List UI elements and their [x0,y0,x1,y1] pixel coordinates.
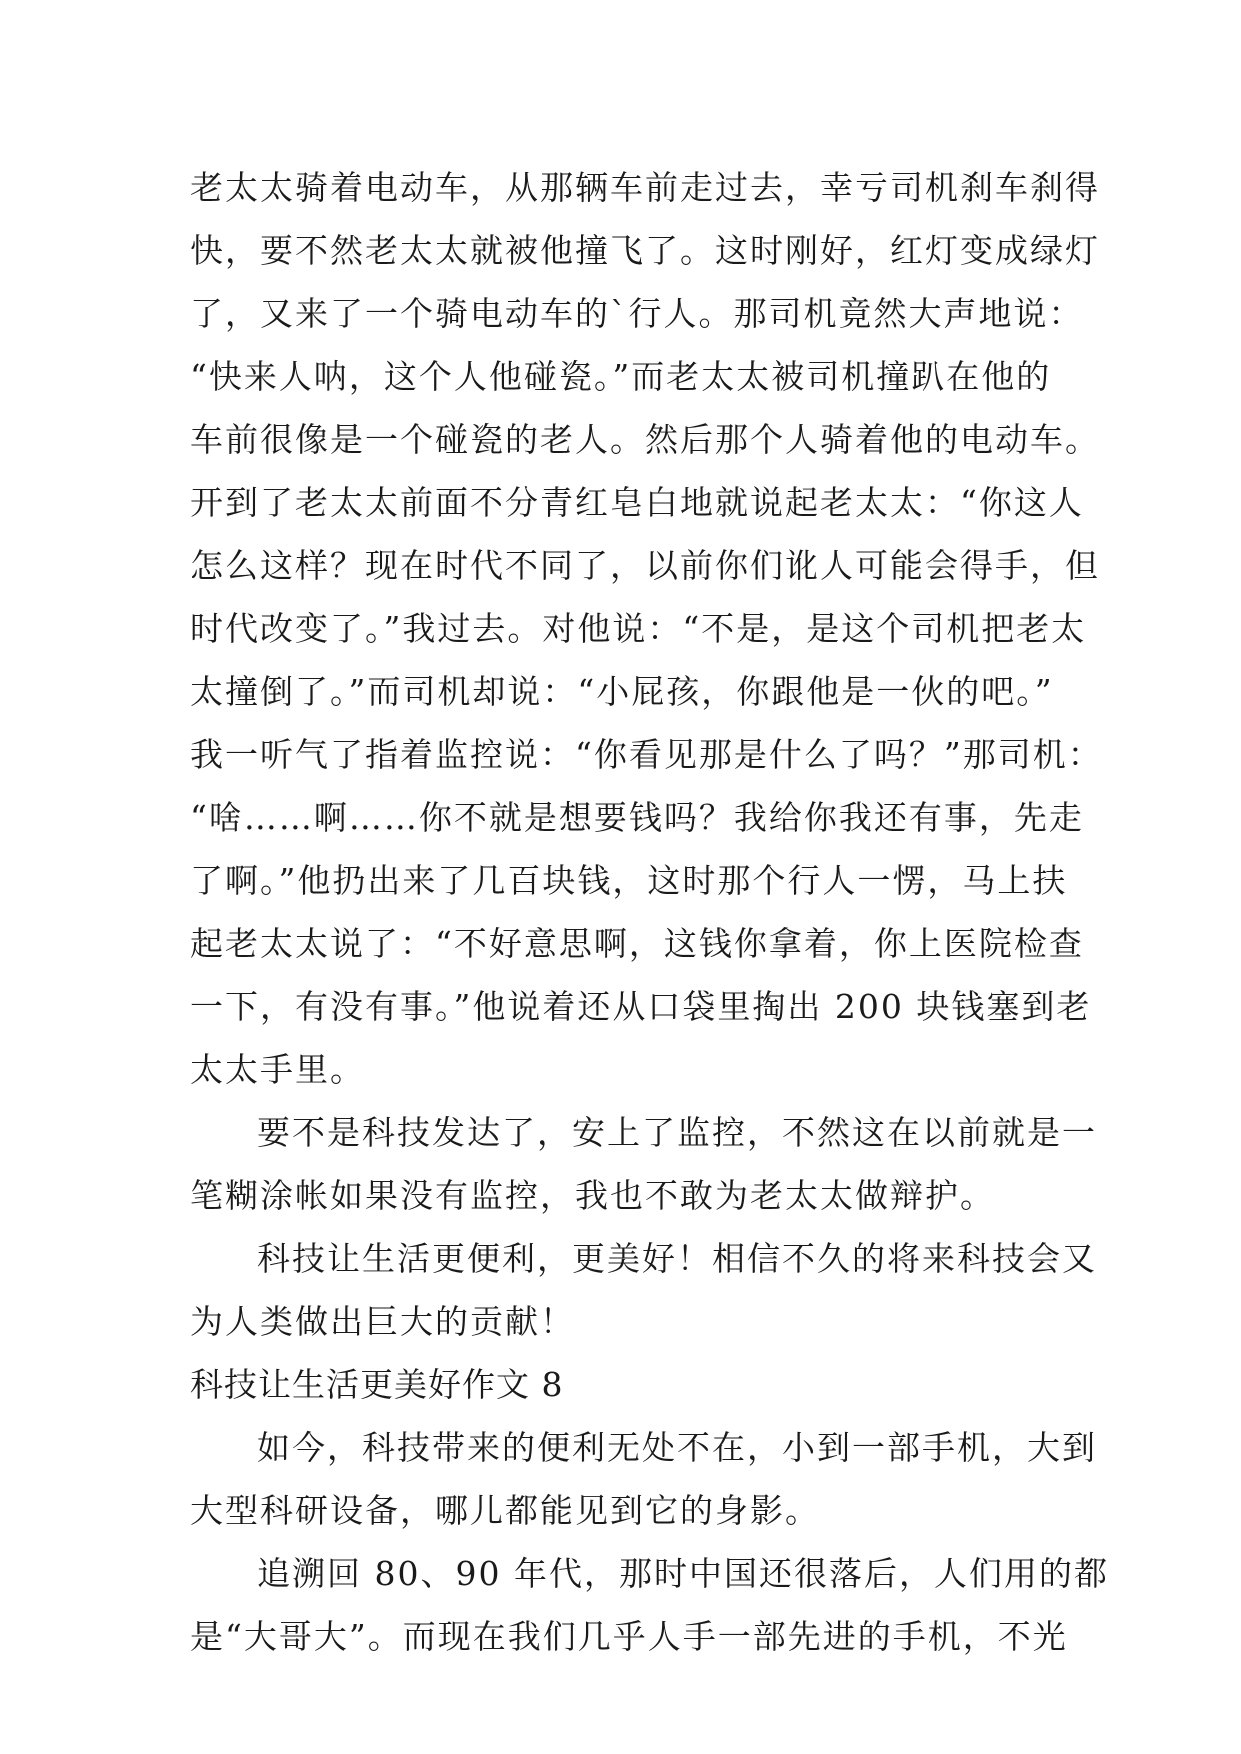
text-line: 车前很像是一个碰瓷的老人。然后那个人骑着他的电动车。 [190,420,1100,459]
text-line: “啥……啊……你不就是想要钱吗？我给你我还有事，先走 [190,798,1084,837]
text-line: 科技让生活更便利，更美好！相信不久的将来科技会又 [257,1239,1097,1278]
text-line: 开到了老太太前面不分青红皂白地就说起老太太：“你这人 [190,483,1084,522]
text-line: 太撞倒了。”而司机却说：“小屁孩，你跟他是一伙的吧。” [190,672,1054,711]
text-line: 要不是科技发达了，安上了监控，不然这在以前就是一 [257,1113,1097,1152]
text-line: 如今，科技带来的便利无处不在，小到一部手机，大到 [257,1428,1097,1467]
text-line: 太太手里。 [190,1050,365,1089]
text-line: 了啊。”他扔出来了几百块钱，这时那个行人一愣，马上扶 [190,861,1068,900]
document-body [190,156,1109,1668]
text-line: 快，要不然老太太就被他撞飞了。这时刚好，红灯变成绿灯 [190,231,1100,270]
text-line: 了，又来了一个骑电动车的`行人。那司机竟然大声地说： [190,294,1084,333]
text-line: 为人类做出巨大的贡献！ [190,1302,575,1341]
text-line: 笔糊涂帐如果没有监控，我也不敢为老太太做辩护。 [190,1176,995,1215]
text-line: 老太太骑着电动车，从那辆车前走过去，幸亏司机刹车刹得 [190,168,1100,207]
text-line: 追溯回 80、90 年代，那时中国还很落后，人们用的都 [257,1554,1109,1593]
text-line: “快来人呐，这个人他碰瓷。”而老太太被司机撞趴在他的 [190,357,1052,396]
text-line: 时代改变了。”我过去。对他说：“不是，是这个司机把老太 [190,609,1087,648]
text-line: 怎么这样？现在时代不同了，以前你们讹人可能会得手，但 [190,546,1100,585]
text-line: 起老太太说了：“不好意思啊，这钱你拿着，你上医院检查 [190,924,1084,963]
text-line: 大型科研设备，哪儿都能见到它的身影。 [190,1491,820,1530]
text-line: 我一听气了指着监控说：“你看见那是什么了吗？”那司机： [190,735,1103,774]
section-heading: 科技让生活更美好作文 8 [190,1365,564,1404]
text-line: 是“大哥大”。而现在我们几乎人手一部先进的手机，不光 [190,1617,1068,1656]
text-line: 一下，有没有事。”他说着还从口袋里掏出 200 块钱塞到老 [190,987,1092,1026]
